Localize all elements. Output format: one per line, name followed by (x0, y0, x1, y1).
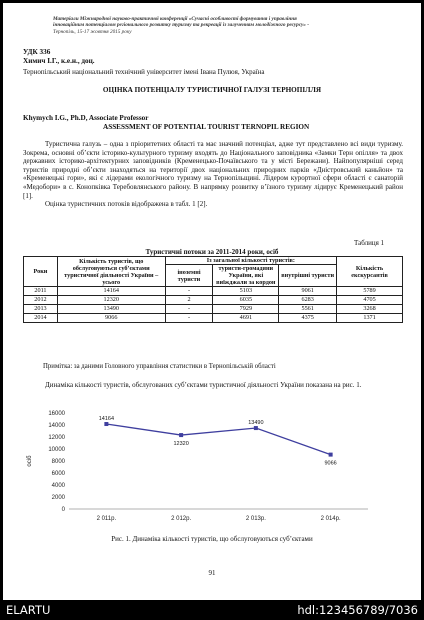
cell: 2014 (24, 314, 58, 323)
table-row (24, 305, 403, 314)
x-tick-label: 2 014р. (320, 516, 341, 522)
cell: 5103 (213, 287, 279, 296)
th-excursion: Кількість екскурсантів (337, 257, 403, 287)
y-tick-label: 8000 (51, 459, 65, 465)
cell: 2011 (24, 287, 58, 296)
y-tick-label: 6000 (51, 471, 65, 477)
cell: 3268 (337, 305, 403, 314)
cell: 13490 (57, 305, 165, 314)
handle-label: hdl:123456789/7036 (297, 603, 418, 617)
table-caption: Таблиця 1 (354, 239, 385, 247)
page-number: 91 (208, 569, 216, 577)
viewer-footer (0, 600, 424, 620)
cell: 9061 (279, 287, 337, 296)
y-tick-label: 10000 (48, 447, 65, 453)
header-line-3: Тернопіль, 15-17 жовтня 2015 року (53, 28, 132, 35)
data-point (179, 433, 183, 437)
paragraph-1: Туристична галузь – одна з пріоритетних області та має значний потенціал, адже тут представлено всі види туризму. Зокрема, основні об’єкти історико-культурного туризму входять до Національного заповідника «Замки Терн опілля» та двох державних історико-архітектурних заповідників (Кременецько-Почаївського та у місті Бережани). Найпопулярніші серед туристів природні об’єкти знаходяться на території двох національних природних парків «Дністровський каньйон» та «Кременецькі гори», які є лідерами екологічного туризму на Тернопільщині. Лідером курортної сфери області є санаторій «Медобори» в с. Конопківка Теребовлянського району. В напрямку розвитку в’їзного туризму лідирує Кременецький район [1]. (23, 140, 403, 200)
data-point (329, 453, 333, 457)
series-line (106, 424, 330, 455)
th-foreign: іноземні туристи (165, 265, 213, 287)
cell: 2013 (24, 305, 58, 314)
y-tick-label: 14000 (48, 423, 65, 429)
th-total: Кількість туристів, що обслуговуються суб’єктами туристичної діяльності України – усього (57, 257, 165, 287)
x-tick-label: 2 012р. (171, 516, 192, 522)
y-tick-label: 0 (61, 507, 65, 513)
data-point (104, 422, 108, 426)
table-note: Примітка: за даними Головного управління статистики в Тернопільській області (43, 363, 276, 370)
header-line-1: Матеріали Міжнародної науково-практичної конференції «Сучасні особливості формування і управління (53, 16, 297, 22)
cell: 6035 (213, 296, 279, 305)
y-tick-label: 12000 (48, 435, 65, 441)
author-en: Khymych I.G., Ph.D, Associate Professor (23, 114, 149, 122)
cell: 5561 (279, 305, 337, 314)
cell: 12320 (57, 296, 165, 305)
body-text (23, 140, 403, 209)
cell: 1371 (337, 314, 403, 323)
y-axis-label: осіб (27, 455, 33, 467)
cell: 5789 (337, 287, 403, 296)
tourist-flows-table (23, 256, 403, 323)
x-tick-label: 2 013р. (245, 516, 266, 522)
th-domestic: внутрішні туристи (279, 265, 337, 287)
paper-title-ua: ОЦІНКА ПОТЕНЦІАЛУ ТУРИСТИЧНОЇ ГАЛУЗІ ТЕРНОПІЛЛЯ (102, 86, 322, 94)
conference-header (53, 16, 383, 35)
table-row (24, 287, 403, 296)
affiliation: Тернопільський національний технічний університет імені Івана Пулюя, Україна (23, 68, 265, 76)
data-point (254, 426, 258, 430)
y-tick-label: 16000 (48, 411, 65, 417)
paper-title-en: ASSESSMENT OF POTENTIAL TOURIST TERNOPIL REGION (103, 123, 310, 131)
th-years: Роки (24, 257, 58, 287)
data-label: 9066 (324, 460, 337, 467)
table-title: Туристичні потоки за 2011-2014 роки, осіб (145, 248, 279, 256)
y-tick-label: 2000 (51, 495, 65, 501)
data-label: 14164 (98, 416, 115, 423)
cell: - (165, 305, 213, 314)
cell: 14164 (57, 287, 165, 296)
cell: - (165, 314, 213, 323)
data-label: 12320 (173, 441, 189, 448)
cell: 2 (165, 296, 213, 305)
cell: - (165, 287, 213, 296)
cell: 4705 (337, 296, 403, 305)
cell: 6283 (279, 296, 337, 305)
paragraph-2: Оцінка туристичних потоків відображена в табл. 1 [2]. (45, 200, 208, 209)
y-tick-label: 4000 (51, 483, 65, 489)
chart-intro-text: Динаміка кількості туристів, обслугованих суб’єктами туристичної діяльності України показана на рис. 1. (45, 381, 362, 389)
repository-label: ELARTU (6, 603, 51, 617)
cell: 4691 (213, 314, 279, 323)
figure-caption: Рис. 1. Динаміка кількості туристів, що обслуговуються суб’єктами (111, 535, 313, 543)
header-line-2: інноваційним потенціалом регіонального розвитку туризму та рекреації із залученням молодіжного ресурсу» - (53, 22, 309, 29)
x-tick-label: 2 011р. (96, 516, 117, 522)
tourist-dynamics-chart (23, 405, 383, 529)
chart-intro (23, 381, 403, 390)
cell: 2012 (24, 296, 58, 305)
author-ua: Химич І.Г., к.е.н., доц. (23, 57, 95, 65)
table-row (24, 314, 403, 323)
th-citizens: туристи-громадяни України, які виїжджали за кордон (213, 265, 279, 287)
udk-code: УДК 336 (23, 48, 51, 56)
document-page (3, 3, 421, 600)
table-row (24, 296, 403, 305)
cell: 4375 (279, 314, 337, 323)
th-group: Із загальної кількості туристів: (165, 257, 337, 265)
data-label: 13490 (248, 420, 264, 427)
cell: 9066 (57, 314, 165, 323)
cell: 7929 (213, 305, 279, 314)
